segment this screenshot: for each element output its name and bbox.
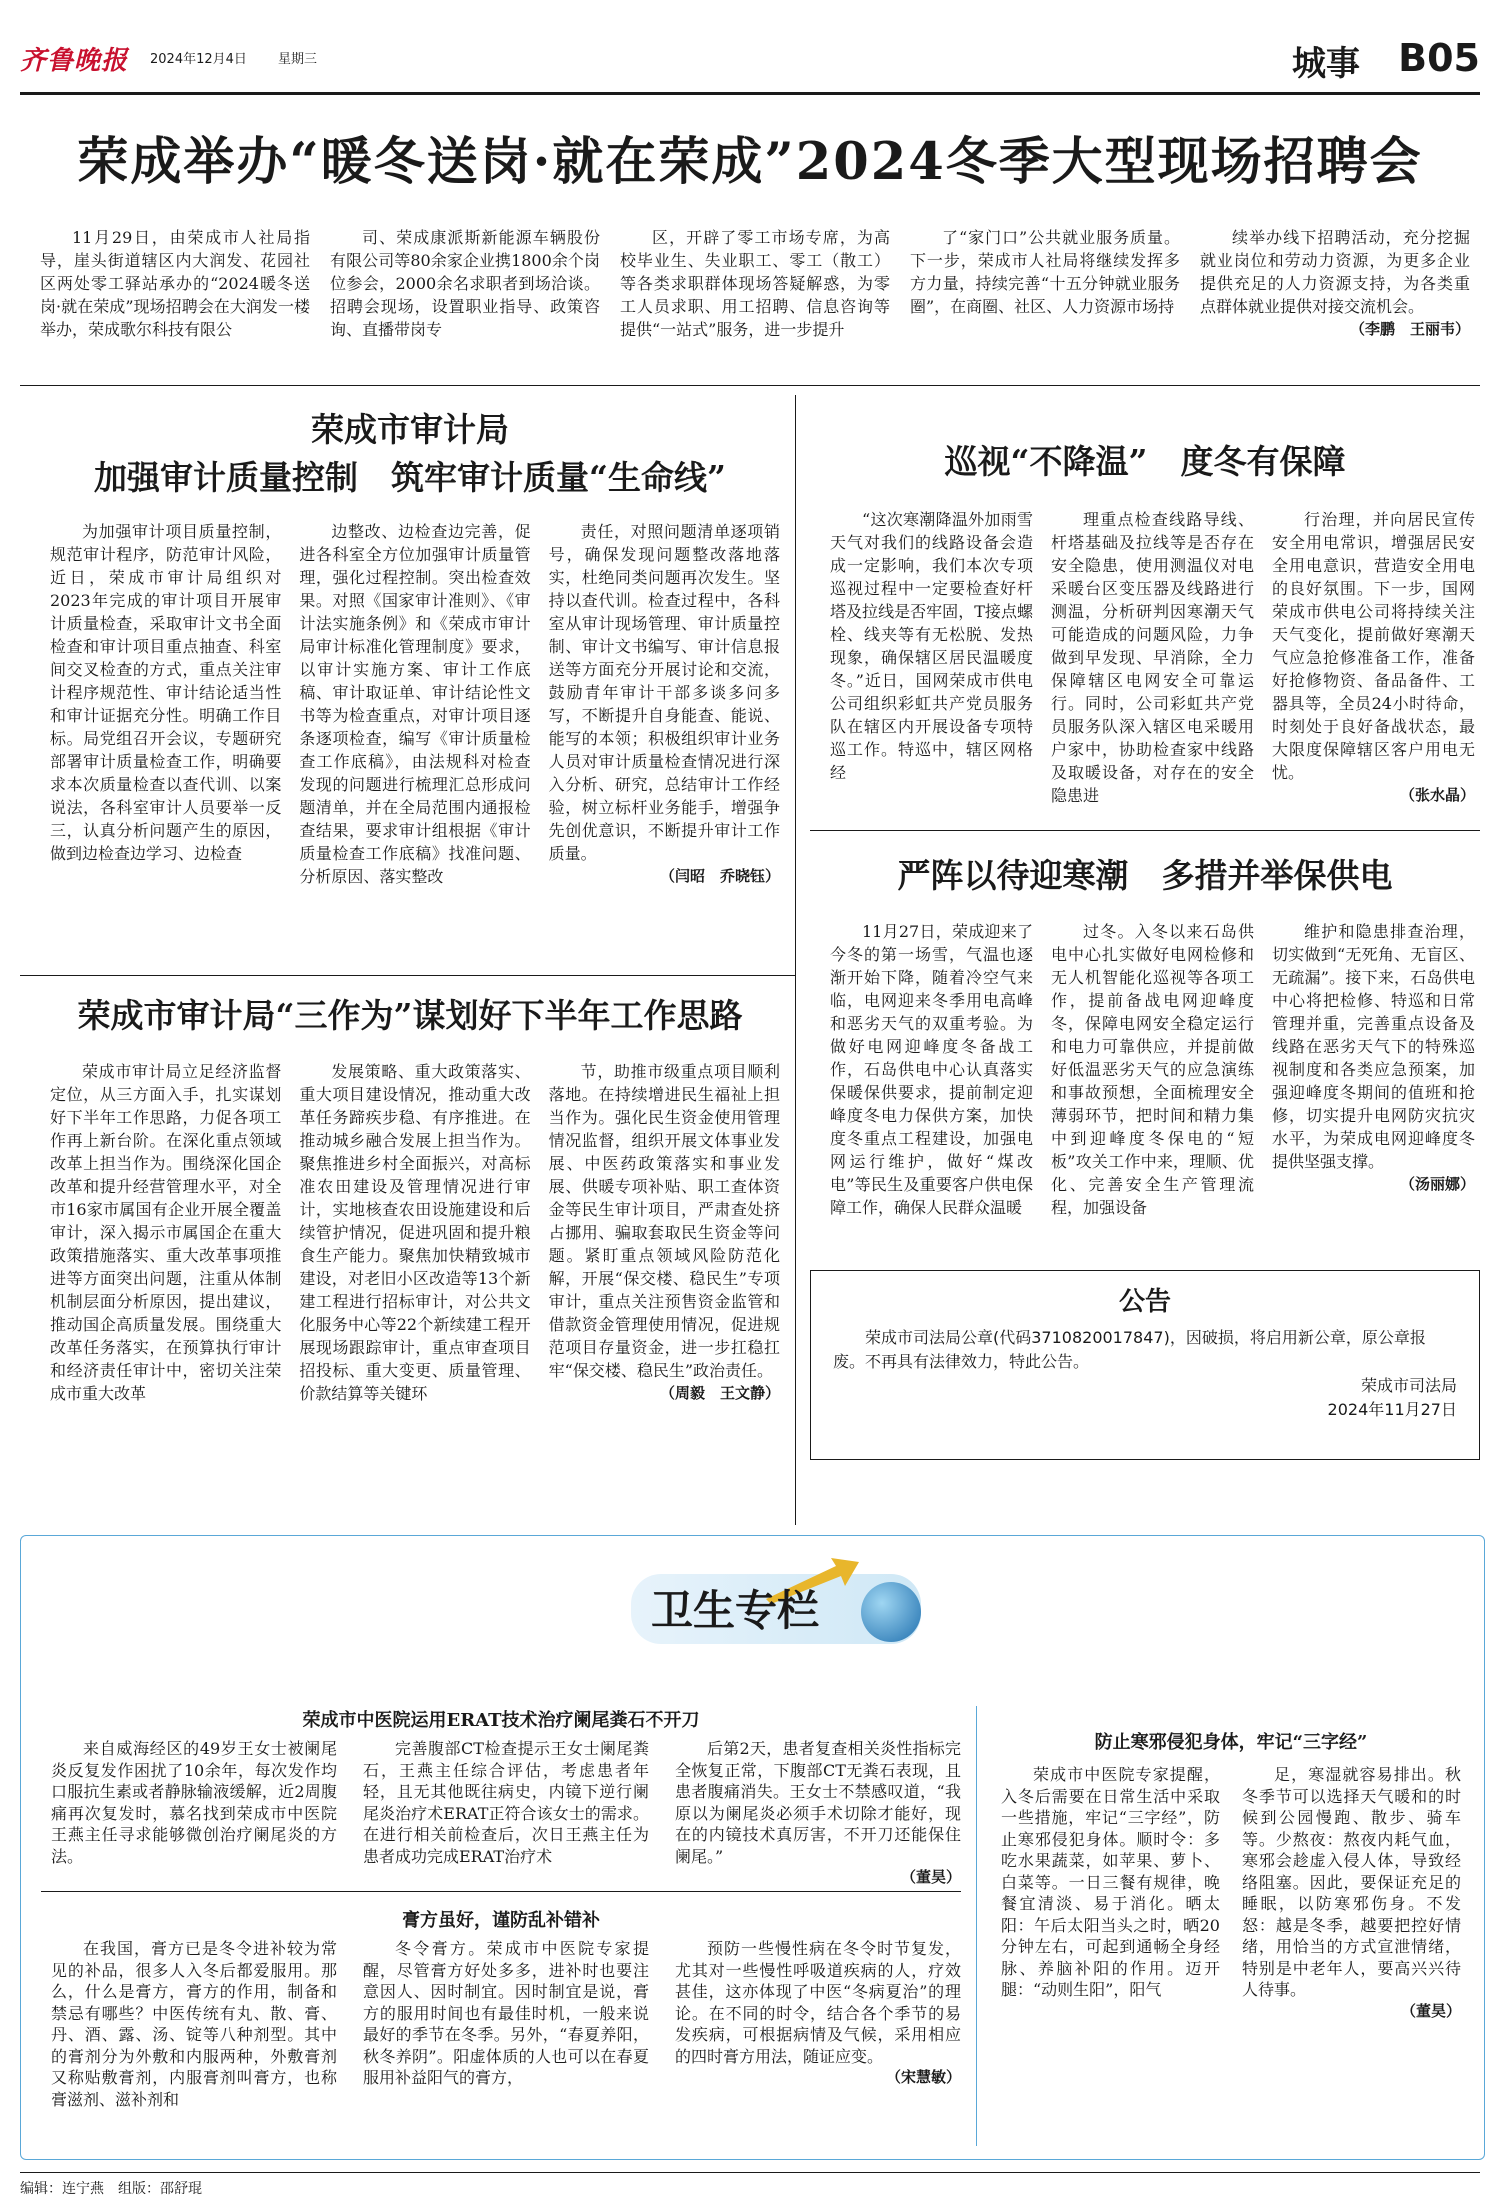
health-art2-col-1: 在我国，膏方已是冬令进补较为常见的补品，很多人入冬后都爱服用。那么，什么是膏方，膏方的作用，制备和禁忌有哪些？中医传统有丸、散、膏、丹、酒、露、汤、锭等八种剂型。其中的膏剂分为外敷和内服两种，外敷膏剂又称贴敷膏剂，内服膏剂叫膏方，也称膏滋剂、滋补剂和 [51,1939,337,2109]
audit-quality-article [50,520,780,888]
lead-col-2: 司、荣成康派斯新能源车辆股份有限公司等80余家企业携1800余个岗位参会，2000余名求职者到场洽谈。招聘会现场，设置职业指导、政策咨询、直播带岗专 [330,228,600,339]
page-header [20,36,1480,90]
health-banner-title: 卫生专栏 [651,1586,820,1635]
notice-date: 2024年11月27日 [1327,1400,1457,1419]
cold-wave-col-2: 过冬。入冬以来石岛供电中心扎实做好电网检修和无人机智能化巡视等各项工作，提前备战电网迎峰度冬，保障电网安全稳定运行和电力可靠供应，并提前做好低温恶劣天气的应急演练和事故预想，全面梳理安全薄弱环节，把时间和精力集中到迎峰度冬保电的“短板”攻关工作中来，理顺、优化、完善安全生产管理流程，加强设备 [1051,922,1254,1217]
page-number: B05 [1398,36,1480,80]
audit-three-byline: （周毅 王文静） [659,1384,780,1402]
audit-quality-title-1: 荣成市审计局 [311,410,509,449]
health-art1-col-1: 来自威海经区的49岁王女士被阑尾炎反复发作困扰了10余年，每次发作均口服抗生素或者静脉输液缓解，近2周腹痛再次复发时，慕名找到荣成市中医院王燕主任寻求能够微创治疗阑尾炎的方法。 [51,1739,337,1866]
cold-wave-col-3: 维护和隐患排查治理，切实做到“无死角、无盲区、无疏漏”。接下来，石岛供电中心将把检修、特巡和日常管理并重，完善重点设备及线路在恶劣天气下的特殊巡视制度和各类应急预案，加强迎峰度冬期间的值班和抢修，切实提升电网防灾抗灾水平，为荣成电网迎峰度冬提供坚强支撑。 [1272,922,1475,1171]
audit-quality-byline: （闫昭 乔晓钰） [659,867,780,885]
cold-wave-byline: （汤丽娜） [1399,1175,1475,1193]
health-art2-col-2: 冬令膏方。荣成市中医院专家提醒，尽管膏方好处多多，进补时也要注意因人、因时制宜。因时制宜是说，膏方的服用时间也有最佳时机，一般来说最好的季节在冬季。另外，“春夏养阳，秋冬养阴”。阳虚体质的人也可以在春夏服用补益阳气的膏方， [363,1939,649,2087]
health-column [20,1535,1485,2160]
health-art1 [51,1738,961,1889]
issue-weekday: 星期三 [278,52,318,67]
masthead-logo: 齐鲁晚报 [20,46,129,76]
health-art1-byline: （董昊） [900,1868,961,1886]
notice-signer: 荣成市司法局 [1360,1376,1457,1395]
issue-date: 2024年12月4日 [150,52,247,67]
patrol-title: 巡视“不降温” 度冬有保障 [944,442,1346,481]
audit-quality-title-2: 加强审计质量控制 筑牢审计质量“生命线” [94,458,726,497]
patrol-col-3: 行治理，并向居民宣传安全用电常识，增强居民安全用电意识，营造安全用电的良好氛围。下一步，国网荣成市供电公司将持续关注天气变化，提前做好寒潮天气应急抢修准备工作，准备好抢修物资、备品备件、工器具等，全员24小时待命，时刻处于良好备战状态，最大限度保障辖区客户用电无忧。 [1272,510,1475,782]
lead-col-3: 区，开辟了零工市场专席，为高校毕业生、失业职工、零工（散工）等各类求职群体现场答疑解惑，为零工人员求职、用工招聘、信息咨询等提供“一站式”服务，进一步提升 [620,228,890,339]
health-art3-byline: （董昊） [1400,2001,1461,2020]
globe-icon [861,1582,921,1642]
header-rule [20,92,1480,95]
footer-credits: 编辑：连宁燕 组版：邵舒琨 [20,2181,202,2197]
patrol-byline: （张水晶） [1399,786,1475,804]
health-art2-title: 膏方虽好，谨防乱补错补 [402,1910,600,1931]
health-art1-title: 荣成市中医院运用ERAT技术治疗阑尾粪石不开刀 [302,1710,700,1731]
divider-lead [20,385,1480,386]
health-art1-col-2: 完善腹部CT检查提示王女士阑尾粪石，王燕主任综合评估，考虑患者年轻，且无其他既往病史，内镜下逆行阑尾炎治疗术ERAT正符合该女士的需求。在进行相关前检查后，次日王燕主任为患者成功完成ERAT治疗术 [363,1739,649,1866]
notice-title: 公告 [1118,1287,1171,1317]
health-art1-col-3: 后第2天，患者复查相关炎性指标完全恢复正常，下腹部CT无粪石表现，且患者腹痛消失。王女士不禁感叹道，“我原以为阑尾炎必须手术切除才能好，现在的内镜技术真厉害，不开刀还能保住阑尾。” [675,1739,961,1866]
cold-wave-article [830,920,1475,1219]
audit-three-col-2: 发展策略、重大政策落实、重大项目建设情况，推动重大改革任务蹄疾步稳、有序推进。在推动城乡融合发展上担当作为。聚焦推进乡村全面振兴，对高标准农田建设及管理情况进行审计，实地核查农田设施建设和后续管护情况，促进巩固和提升粮食生产能力。聚焦加快精致城市建设，对老旧小区改造等13个新建工程进行招标审计，对公共文化服务中心等22个新续建工程开展现场跟踪审计，重点审查项目招投标、重大变更、质量管理、价款结算等关键环 [299,1062,531,1403]
lead-col-1: 11月29日，由荣成市人社局指导，崖头街道辖区内大润发、花园社区两处零工驿站承办的“2024暖冬送岗·就在荣成”现场招聘会在大润发一楼举办，荣成歌尔科技有限公 [40,228,310,339]
health-art2-col-3: 预防一些慢性病在冬令时节复发，尤其对一些慢性呼吸道疾病的人，疗效甚佳，这亦体现了中医“冬病夏治”的理论。在不同的时令，结合各个季节的易发疾病，可根据病情及气候，采用相应的四时膏方用法，随证应变。 [675,1939,961,2066]
section-name: 城事 [1292,44,1360,84]
divider-patrol [810,830,1480,831]
cold-wave-title: 严阵以待迎寒潮 多措并举保供电 [897,856,1393,895]
health-art3-col-2: 足，寒湿就容易排出。秋冬季节可以选择天气暖和的时候到公园慢跑、散步、骑车等。少熬夜：熬夜内耗气血，寒邪会趁虚入侵人体，导致经络阻塞。因此，要保证充足的睡眠，以防寒邪伤身。不发怒：越是冬季，越要把控好情绪，用恰当的方式宣泄情绪，特别是中老年人，要高兴兴待人待事。 [1242,1765,1461,1999]
divider-health-vertical [976,1706,977,2146]
lead-headline: 荣成举办“暖冬送岗·就在荣成”2024冬季大型现场招聘会 [77,132,1423,192]
audit-quality-col-3: 责任，对照问题清单逐项销号，确保发现问题整改落地落实，杜绝同类问题再次发生。坚持以查代训。检查过程中，各科室从审计现场管理、审计质量控制、审计文书编写、审计信息报送等方面充分开展讨论和交流，鼓励青年审计干部多谈多问多写，不断提升自身能查、能说、能写的本领；积极组织审计业务人员对审计质量检查情况进行深入分析、研究，总结审计工作经验，树立标杆业务能手，增强争先创优意识，不断提升审计工作质量。 [548,522,780,863]
cold-wave-col-1: 11月27日，荣成迎来了今冬的第一场雪，气温也逐渐开始下降，随着冷空气来临，电网迎来冬季用电高峰和恶劣天气的双重考验。为做好电网迎峰度冬备战工作，石岛供电中心认真落实保暖保供要求，提前制定迎峰度冬电力保供方案，加快度冬重点工程建设，加强电网运行维护，做好“煤改电”等民生及重要客户供电保障工作，确保人民群众温暖 [830,922,1033,1217]
divider-health-1 [41,1891,961,1892]
lead-col-5: 续举办线下招聘活动，充分挖掘就业岗位和劳动力资源，为更多企业提供充足的人力资源支持，为各类重点群体就业提供对接交流机会。 [1200,228,1470,316]
patrol-article [830,508,1475,807]
public-notice [810,1270,1480,1460]
footer-rule [20,2172,1480,2173]
lead-article [40,226,1470,341]
health-art2 [51,1938,961,2110]
lead-col-4: 了“家门口”公共就业服务质量。下一步，荣成市人社局将继续发挥多方力量，持续完善“十五分钟就业服务圈”，在商圈、社区、人力资源市场持 [910,228,1180,316]
health-art3-title: 防止寒邪侵犯身体，牢记“三字经” [1094,1732,1368,1753]
audit-quality-col-1: 为加强审计项目质量控制，规范审计程序，防范审计风险，近日，荣成市审计局组织对2023年完成的审计项目开展审计质量检查，采取审计文书全面检查和审计项目重点抽查、科室间交叉检查的方式，重点关注审计程序规范性、审计结论适当性和审计证据充分性。明确工作目标。局党组召开会议，专题研究部署审计质量检查工作，明确要求本次质量检查以查代训、以案说法，各科室审计人员要举一反三，认真分析问题产生的原因，做到边检查边学习、边检查 [50,522,282,863]
audit-three-article [50,1060,780,1405]
notice-body: 荣成市司法局公章(代码3710820017847)，因破损，将启用新公章，原公章报废。不再具有法律效力，特此公告。 [833,1328,1426,1371]
patrol-col-2: 理重点检查线路导线、杆塔基础及拉线等是否存在安全隐患，使用测温仪对电采暖台区变压器及线路进行测温，分析研判因寒潮天气可能造成的问题风险，力争做到早发现、早消除，全力保障辖区电网安全可靠运行。同时，公司彩虹共产党员服务队深入辖区电采暖用户家中，协助检查家中线路及取暖设备，对存在的安全隐患进 [1051,510,1254,805]
audit-three-col-3: 节，助推市级重点项目顺利落地。在持续增进民生福祉上担当作为。强化民生资金使用管理情况监督，组织开展文体事业发展、中医药政策落实和事业发展、供暖专项补贴、职工查体资金等民生审计项目，严肃查处挤占挪用、骗取套取民生资金等问题。紧盯重点领域风险防范化解，开展“保交楼、稳民生”专项审计，重点关注预售资金监管和借款资金管理使用情况，促进规范项目存量资金，进一步扛稳扛牢“保交楼、稳民生”政治责任。 [548,1062,780,1380]
audit-three-col-1: 荣成市审计局立足经济监督定位，从三方面入手，扎实谋划好下半年工作思路，力促各项工作再上新台阶。在深化重点领域改革上担当作为。围绕深化国企改革和提升经营管理水平，对全市16家市属国有企业开展全覆盖审计，深入揭示市属国企在重大政策措施落实、重大改革事项推进等方面突出问题，注重从体制机制层面分析原因，提出建议，推动国企高质量发展。围绕重大改革任务落实，在预算执行审计和经济责任审计中，密切关注荣成市重大改革 [50,1062,282,1403]
audit-three-title: 荣成市审计局“三作为”谋划好下半年工作思路 [77,996,743,1035]
divider-audit [20,975,795,976]
health-art3-col-1: 荣成市中医院专家提醒，入冬后需要在日常生活中采取一些措施，牢记“三字经”，防止寒邪侵犯身体。顺时令：多吃水果蔬菜，如苹果、萝卜、白菜等。一日三餐有规律，晚餐宜清淡、易于消化。晒太阳：午后太阳当头之时，晒20分钟左右，可起到通畅全身经脉、养脑补阳的作用。迈开腿：“动则生阳”，阳气 [1001,1765,1220,1999]
patrol-col-1: “这次寒潮降温外加雨雪天气对我们的线路设备会造成一定影响，我们本次专项巡视过程中一定要检查好杆塔及拉线是否牢固，T接点螺栓、线夹等有无松脱、发热现象，确保辖区居民温暖度冬。”近日，国网荣成市供电公司组织彩虹共产党员服务队在辖区内开展设备专项特巡工作。特巡中，辖区网格经 [830,510,1033,782]
health-art2-byline: （宋慧敏） [885,2068,961,2086]
divider-vertical-main [795,395,796,1525]
health-banner [611,1552,941,1672]
lead-byline: （李鹏 王丽韦） [1349,320,1470,338]
audit-quality-col-2: 边整改、边检查边完善，促进各科室全方位加强审计质量管理，强化过程控制。突出检查效果。对照《国家审计准则》、《审计法实施条例》和《荣成市审计局审计标准化管理制度》要求，以审计实施方案、审计工作底稿、审计取证单、审计结论性文书等为检查重点，对审计项目逐条逐项检查，编写《审计质量检查工作底稿》，由法规科对检查发现的问题进行梳理汇总形成问题清单，并在全局范围内通报检查结果，要求审计组根据《审计质量检查工作底稿》找准问题、分析原因、落实整改 [299,522,531,886]
health-art3 [1001,1764,1461,2022]
